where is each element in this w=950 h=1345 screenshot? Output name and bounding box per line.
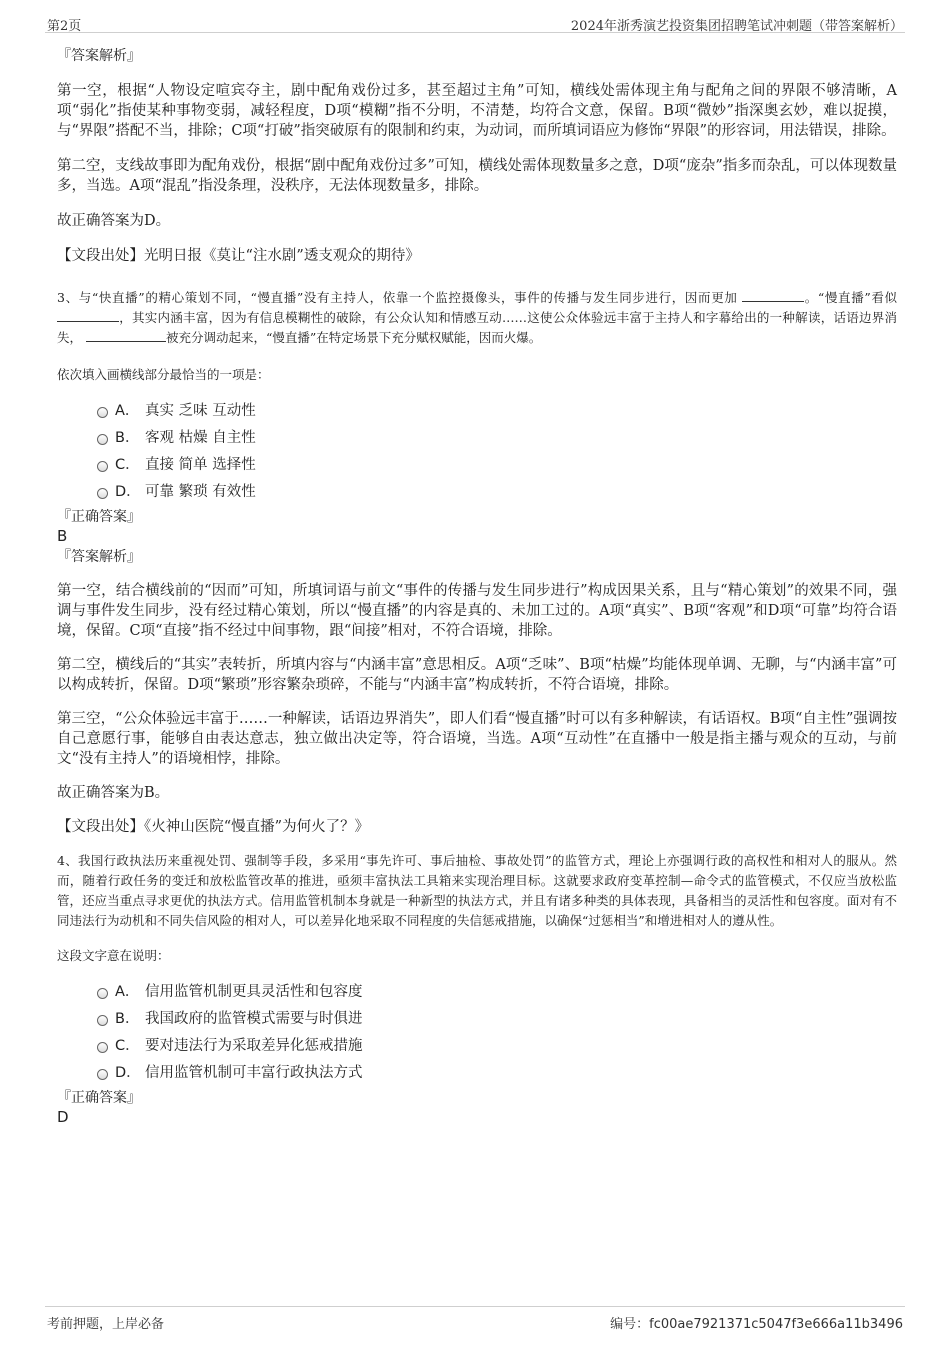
- q3-stem-part-2: 。“慢直播”看似: [804, 290, 897, 305]
- q4-prompt: 这段文字意在说明：: [57, 948, 170, 963]
- radio-icon[interactable]: [97, 1015, 108, 1026]
- radio-icon[interactable]: [97, 434, 108, 445]
- q3-source: 【文段出处】《火神山医院“慢直播”为何火了？》: [57, 819, 370, 835]
- radio-icon[interactable]: [97, 1042, 108, 1053]
- q3-stem: [57, 288, 897, 348]
- q3-analysis-label: 『答案解析』: [57, 549, 141, 565]
- q3-blank-2: [57, 309, 119, 322]
- q2-analysis-label: 『答案解析』: [57, 48, 141, 64]
- footer-slogan: 考前押题，上岸必备: [47, 1317, 165, 1332]
- page-header: [45, 12, 905, 33]
- page-content: [57, 44, 897, 1126]
- q3-stem-part-4: 被充分调动起来，“慢直播”在特定场景下充分赋权赋能，因而火爆。: [166, 330, 542, 345]
- q4-correct-answer: D: [57, 1108, 69, 1126]
- q3-conclusion: 故正确答案为B。: [57, 785, 170, 801]
- radio-icon[interactable]: [97, 461, 108, 472]
- q3-analysis-para-1: 第一空，结合横线前的“因而”可知，所填词语与前文“事件的传播与发生同步进行”构成因果关系，且与“精心策划”的效果不同，强调与事件发生同步，没有经过精心策划，所以“慢直播”的内容是真的、未加工过的。A项“真实”、B项“客观”和D项“可靠”均符合语境，保留。C项“直接”指不经过中间事物，跟“间接”相对，不符合语境，排除。: [57, 583, 897, 639]
- radio-icon[interactable]: [97, 1069, 108, 1080]
- q2-analysis-para-1: 第一空，根据“人物设定喧宾夺主，剧中配角戏份过多，甚至超过主角”可知，横线处需体现主角与配角之间的界限不够清晰，A项“弱化”指使某种事物变弱，减轻程度，D项“模糊”指不分明，不清楚，均符合文意，保留。B项“微妙”指深奥玄妙，难以捉摸，与“界限”搭配不当，排除；C项“打破”指突破原有的限制和约束，为动词，而所填词语应为修饰“界限”的形容词，用法错误，排除。: [57, 83, 897, 139]
- q3-option-b[interactable]: B． 客观 枯燥 自主性: [97, 428, 897, 448]
- q2-analysis-para-2: 第二空，支线故事即为配角戏份，根据“剧中配角戏份过多”可知，横线处需体现数量多之意，D项“庞杂”指多而杂乱，可以体现数量多，当选。A项“混乱”指没条理，没秩序，无法体现数量多，排除。: [57, 158, 897, 194]
- radio-icon[interactable]: [97, 988, 108, 999]
- q3-blank-3: [86, 329, 166, 342]
- q2-conclusion: 故正确答案为D。: [57, 213, 171, 229]
- q4-correct-label: 『正确答案』: [57, 1090, 141, 1106]
- footer-code: [610, 1313, 903, 1332]
- q3-analysis-para-3: 第三空，“公众体验远丰富于……一种解读，话语边界消失”，即人们看“慢直播”时可以有多种解读，有话语权。B项“自主性”强调按自己意愿行事，能够自由表达意志，独立做出决定等，符合语境，当选。A项“互动性”在直播中一般是指主播与观众的互动，与前文“没有主持人”的语境相悖，排除。: [57, 711, 897, 767]
- footer-code-label: 编号：: [610, 1317, 650, 1332]
- q4-option-d[interactable]: D． 信用监管机制可丰富行政执法方式: [97, 1063, 897, 1083]
- q2-source: 【文段出处】光明日报《莫让“注水剧”透支观众的期待》: [57, 248, 420, 264]
- radio-icon[interactable]: [97, 407, 108, 418]
- q3-prompt: 依次填入画横线部分最恰当的一项是：: [57, 367, 270, 382]
- page-footer: [45, 1306, 905, 1331]
- q3-correct-answer: B: [57, 527, 68, 545]
- page-number: 第2页: [47, 19, 82, 34]
- q4-option-c[interactable]: C． 要对违法行为采取差异化惩戒措施: [97, 1036, 897, 1056]
- q3-analysis-para-2: 第二空，横线后的“其实”表转折，所填内容与“内涵丰富”意思相反。A项“乏味”、B项“枯燥”均能体现单调、无聊，与“内涵丰富”可以构成转折，保留。D项“繁琐”形容繁杂琐碎，不能与“内涵丰富”构成转折，不符合语境，排除。: [57, 657, 897, 693]
- footer-code-value: fc00ae7921371c5047f3e666a11b3496: [649, 1317, 903, 1332]
- q4-stem: 4、我国行政执法历来重视处罚、强制等手段，多采用“事先许可、事后抽检、事故处罚”的监管方式，理论上亦强调行政的高权性和相对人的服从。然而，随着行政任务的变迁和放松监管改革的推进，亟须丰富执法工具箱来实现治理目标。这就要求政府变革控制—命令式的监管模式，不仅应当放松监管，还应当重点寻求更优的执法方式。信用监管机制本身就是一种新型的执法方式，并且有诸多种类的具体表现，具备相当的灵活性和包容度。面对有不同违法行为动机和不同失信风险的相对人，可以差异化地采取不同程度的失信惩戒措施，以确保“过惩相当”和增进相对人的遵从性。: [57, 853, 897, 928]
- q3-option-c[interactable]: C． 直接 简单 选择性: [97, 455, 897, 475]
- q3-stem-part-1: 3、与“快直播”的精心策划不同，“慢直播”没有主持人，依靠一个监控摄像头，事件的传播与发生同步进行，因而更加: [57, 290, 738, 305]
- q3-blank-1: [742, 289, 804, 302]
- q4-option-b[interactable]: B． 我国政府的监管模式需要与时俱进: [97, 1009, 897, 1029]
- q3-stem-part-3: ，其实内涵丰富，因为有信息模糊性的破除，有公众认知和情感互动……这使公众体验远丰富于主持人和字幕给出的一种解读，话语边界消失，: [57, 310, 897, 345]
- q3-options: [57, 401, 897, 502]
- q4-option-a[interactable]: A． 信用监管机制更具灵活性和包容度: [97, 982, 897, 1002]
- q4-options: [57, 982, 897, 1083]
- document-title: 2024年浙秀演艺投资集团招聘笔试冲刺题（带答案解析）: [570, 19, 903, 34]
- q3-correct-label: 『正确答案』: [57, 509, 141, 525]
- q3-option-a[interactable]: A． 真实 乏味 互动性: [97, 401, 897, 421]
- radio-icon[interactable]: [97, 488, 108, 499]
- q3-option-d[interactable]: D． 可靠 繁琐 有效性: [97, 482, 897, 502]
